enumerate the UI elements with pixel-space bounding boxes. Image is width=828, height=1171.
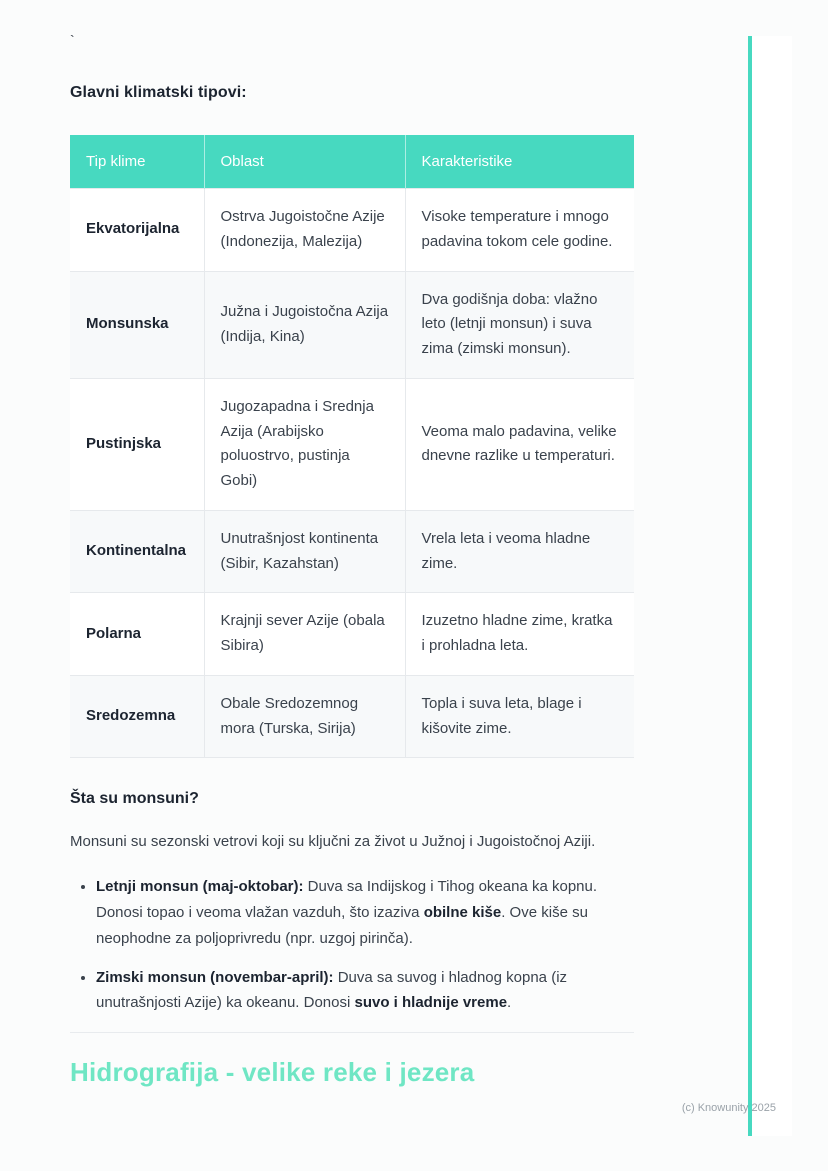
- cell-oblast: Jugozapadna i Srednja Azija (Arabijsko poluostrvo, pustinja Gobi): [204, 378, 405, 510]
- cell-tip-klime: Monsunska: [70, 271, 204, 378]
- cell-oblast: Ostrva Jugoistočne Azije (Indonezija, Malezija): [204, 189, 405, 272]
- table-row: [70, 378, 634, 510]
- list-item: [96, 965, 634, 1017]
- cell-oblast: Unutrašnjost kontinenta (Sibir, Kazahstan): [204, 510, 405, 593]
- table-row: [70, 271, 634, 378]
- column-header-karakteristike: Karakteristike: [405, 135, 634, 189]
- table-row: [70, 510, 634, 593]
- cell-tip-klime: Pustinjska: [70, 378, 204, 510]
- table-row: [70, 189, 634, 272]
- cell-tip-klime: Kontinentalna: [70, 510, 204, 593]
- bullet-bold-lead: Zimski monsun (novembar-april):: [96, 968, 334, 986]
- cell-tip-klime: Polarna: [70, 593, 204, 676]
- bullet-text: .: [507, 994, 512, 1012]
- cell-oblast: Obale Sredozemnog mora (Turska, Sirija): [204, 675, 405, 758]
- bullet-text: . Ove kiše su neophodne za poljoprivredu (npr. uzgoj pirinča).: [96, 904, 588, 947]
- cell-karakteristike: Topla i suva leta, blage i kišovite zime.: [405, 675, 634, 758]
- bullet-text: Duva sa Indijskog i Tihog okeana ka kopnu. Donosi topao i veoma vlažan vazduh, što izaziva: [96, 878, 598, 922]
- section-heading-monsuni: Šta su monsuni?: [70, 790, 199, 808]
- section-heading-climate-types: Glavni klimatski tipovi:: [70, 84, 247, 101]
- cell-karakteristike: Vrela leta i veoma hladne zime.: [405, 510, 634, 593]
- cell-karakteristike: Izuzetno hladne zime, kratka i prohladna leta.: [405, 593, 634, 676]
- column-header-oblast: Oblast: [204, 135, 405, 189]
- bullet-bold-inline: suvo i hladnije vreme: [354, 994, 508, 1012]
- table-header-row: [70, 135, 634, 189]
- table-row: [70, 593, 634, 676]
- monsuni-bullet-list: [70, 874, 634, 1016]
- climate-table: [70, 135, 634, 758]
- cell-oblast: Krajnji sever Azije (obala Sibira): [204, 593, 405, 676]
- cell-karakteristike: Visoke temperature i mnogo padavina tokom cele godine.: [405, 189, 634, 272]
- list-item: [96, 874, 634, 951]
- stray-backtick: `: [70, 32, 75, 48]
- accent-vertical-line: [748, 36, 752, 1136]
- bullet-bold-lead: Letnji monsun (maj-oktobar):: [96, 878, 304, 896]
- cell-karakteristike: Dva godišnja doba: vlažno leto (letnji monsun) i suva zima (zimski monsun).: [405, 271, 634, 378]
- bullet-bold-inline: obilne kiše: [423, 904, 502, 922]
- section-divider: [70, 1032, 634, 1033]
- document-content: [70, 0, 634, 1088]
- cell-tip-klime: Sredozemna: [70, 675, 204, 758]
- cell-oblast: Južna i Jugoistočna Azija (Indija, Kina): [204, 271, 405, 378]
- column-header-tip-klime: Tip klime: [70, 135, 204, 189]
- page-right-margin: [752, 36, 792, 1136]
- table-row: [70, 675, 634, 758]
- copyright-footer: (c) Knowunity 2025: [681, 1102, 776, 1114]
- bullet-text: Duva sa suvog i hladnog kopna (iz unutrašnjosti Azije) ka okeanu. Donosi: [96, 968, 568, 1012]
- section-heading-hidrografija: Hidrografija - velike reke i jezera: [70, 1057, 475, 1088]
- monsuni-intro-paragraph: Monsuni su sezonski vetrovi koji su ključni za život u Južnoj i Jugoistočnoj Aziji.: [70, 833, 596, 851]
- cell-tip-klime: Ekvatorijalna: [70, 189, 204, 272]
- cell-karakteristike: Veoma malo padavina, velike dnevne razlike u temperaturi.: [405, 378, 634, 510]
